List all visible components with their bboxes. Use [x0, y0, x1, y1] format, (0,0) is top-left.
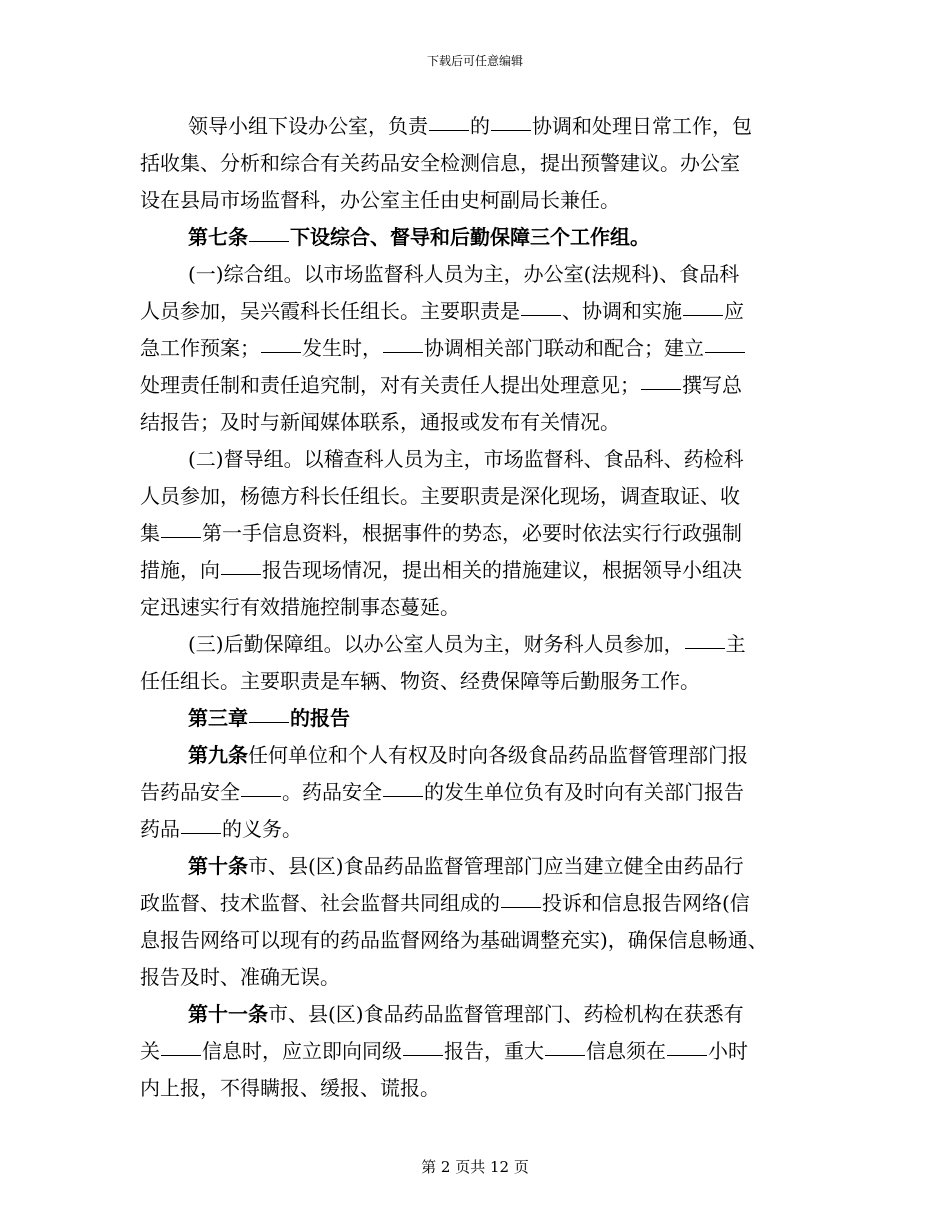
- fill-blank: [261, 351, 301, 353]
- fill-blank: [705, 351, 745, 353]
- fill-blank: [241, 795, 281, 797]
- fill-blank: [521, 314, 561, 316]
- fill-blank: [403, 1054, 443, 1056]
- fill-blank: [383, 351, 423, 353]
- fill-blank: [249, 240, 289, 242]
- fill-blank: [161, 536, 201, 538]
- fill-blank: [641, 388, 681, 390]
- document-body: [140, 108, 820, 1107]
- fill-blank: [249, 721, 289, 723]
- fill-blank: [683, 314, 723, 316]
- paragraph-supervision-group: (二)督导组。以稽查科人员为主，市场监督科、食品科、药检科 人员参加，杨德方科长任组长。主要职责是深化现场，调查取证、收 集 第一手信息资料，根据事件的势态，必要时依法实行行政强制 措施，向 报告现场情况，提出相关的措施建议，根据领导小组决 定迅速实行有效措施控制事态蔓延。: [140, 447, 744, 619]
- fill-blank: [545, 1054, 585, 1056]
- fill-blank: [667, 1054, 707, 1056]
- fill-blank: [429, 129, 469, 131]
- fill-blank: [491, 129, 531, 131]
- text-line: 设在县局市场监督科，办公室主任由史柯副局长兼任。: [140, 188, 620, 212]
- text-line: 领导小组下设办公室，负责 的 协调和处理日常工作，包: [188, 114, 752, 138]
- paragraph-comprehensive-group: (一)综合组。以市场监督科人员为主，办公室(法规科)、食品科 人员参加，吴兴霞科长任组长。主要职责是 、协调和实施 应 急工作预案； 发生时， 协调相关部门联动和配合；建立 处理责任制和责任追究制，对有关责任人提出处理意见； 撰写总 结报告；及时与新闻媒体联系，通报或发布有关情况。: [140, 262, 744, 434]
- paragraph-logistics-group: (三)后勤保障组。以办公室人员为主，财务科人员参加， 主 任任组长。主要职责是车辆、物资、经费保障等后勤服务工作。: [140, 632, 746, 693]
- text-line: 括收集、分析和综合有关药品安全检测信息，提出预警建议。办公室: [140, 151, 740, 175]
- article-10: 第十条市、县(区)食品药品监督管理部门应当建立健全由药品行 政监督、技术监督、社会监督共同组成的 投诉和信息报告网络(信 息报告网络可以现有的药品监督网络为基础调整充实)，确保信息畅通、 报告及时、准确无误。: [140, 854, 768, 989]
- article-label: 第十一条: [188, 1002, 268, 1026]
- fill-blank: [685, 647, 725, 649]
- page-footer: 第 2 页共 12 页: [421, 1158, 529, 1176]
- article-7-heading: 第七条 下设综合、督导和后勤保障三个工作组。: [188, 225, 650, 249]
- article-label: 第九条: [188, 743, 248, 767]
- paragraph-office: [140, 108, 820, 219]
- fill-blank: [221, 573, 261, 575]
- article-11: 第十一条市、县(区)食品药品监督管理部门、药检机构在获悉有 关 信息时，应立即向同级 报告，重大 信息须在 小时 内上报，不得瞒报、缓报、谎报。: [140, 1002, 748, 1100]
- article-label: 第十条: [188, 854, 248, 878]
- fill-blank: [383, 795, 423, 797]
- fill-blank: [161, 1054, 201, 1056]
- fill-blank: [501, 906, 541, 908]
- page-header: 下载后可任意编辑: [426, 54, 523, 68]
- chapter-3-heading: 第三章 的报告: [188, 706, 350, 730]
- article-9: 第九条任何单位和个人有权及时向各级食品药品监督管理部门报 告药品安全 。药品安全 的发生单位负有及时向有关部门报告 药品 的义务。: [140, 743, 748, 841]
- fill-blank: [181, 832, 221, 834]
